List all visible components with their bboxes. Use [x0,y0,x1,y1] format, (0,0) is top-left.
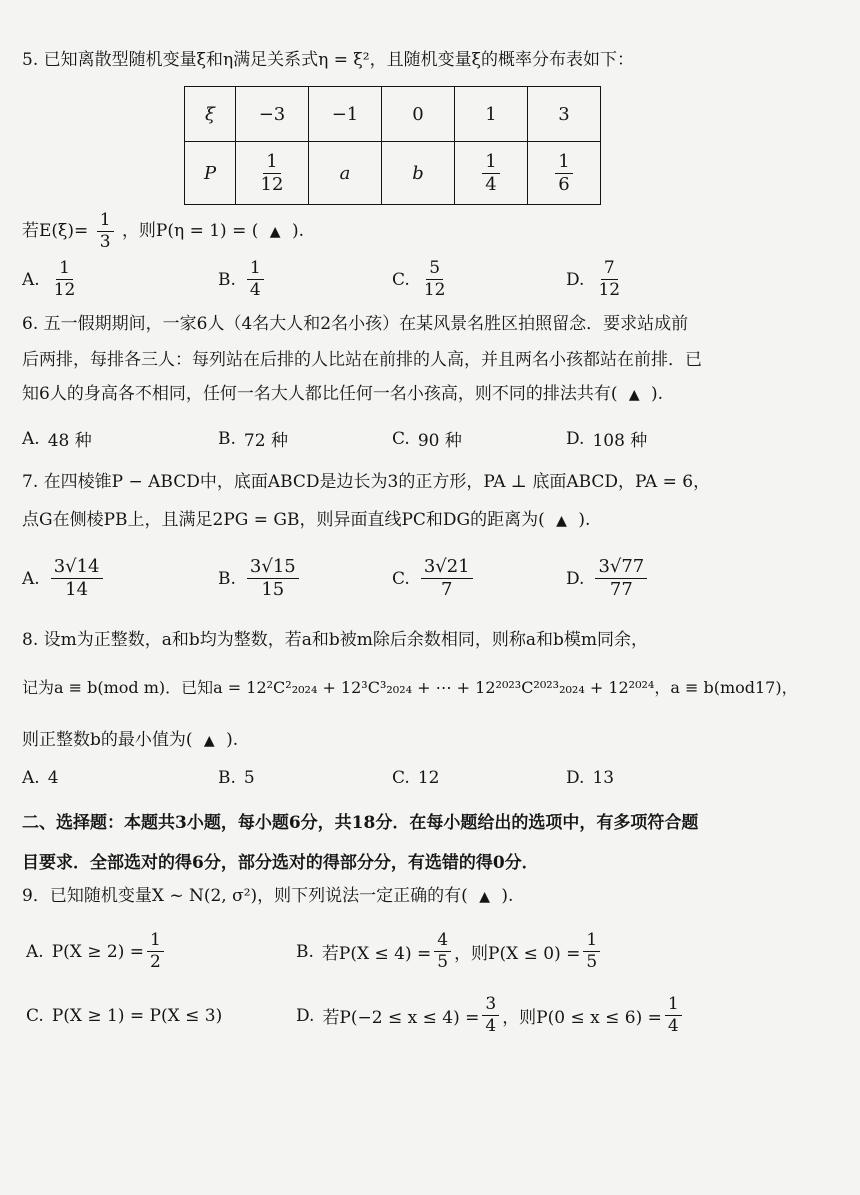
q6-options [22,426,840,476]
q5-condition-prefix: 若E(ξ)= [22,221,89,241]
q5-option-d[interactable]: D. $\frac{7}{12}$ [566,258,621,300]
q5-text: 5. 已知离散型随机变量ξ和η满足关系式η = ξ²，且随机变量ξ的概率分布表如下： [22,50,634,70]
q9-option-a[interactable]: A. P(X ≥ 2) = $\frac{1}{2}$ [26,932,167,971]
q8-line2: 记为a ≡ b(mod m)．已知a = 12²C²₂₀₂₄ + 12³C³₂₀₂₄ + ⋯ + 12²⁰²³C²⁰²³₂₀₂₄ + 12²⁰²⁴，a ≡ b(mod17)， [22,678,798,697]
q9-options-row1 [22,932,840,988]
q9-options-row2 [22,996,840,1052]
answer-blank-icon: ▲ [203,733,215,749]
q7-line2-end: ). [578,510,591,530]
answer-blank-icon: ▲ [628,387,640,403]
q7-options [22,558,840,608]
q8-option-b[interactable]: B. 5 [218,768,255,788]
table-cell [455,142,528,205]
table-cell [528,142,601,205]
q8-line3-end: ). [226,730,239,750]
q9-line1-text: 9．已知随机变量X ~ N(2, σ²)，则下列说法一定正确的有( [22,886,468,906]
q5-condition-end: ). [291,221,305,241]
q8-option-d[interactable]: D. 13 [566,768,615,788]
fraction: $\frac{1}{4}$ [482,153,499,194]
q7-option-c[interactable]: C. $\frac{3√21}{7}$ [392,558,476,599]
table-cell: P [185,142,236,205]
q6-option-d[interactable]: D. 108 种 [566,428,648,451]
q6-line1: 6. 五一假期期间，一家6人（4名大人和2名小孩）在某风景名胜区拍照留念．要求站成前 [22,314,689,334]
q7-line2-text: 点G在侧棱PB上，且满足2PG = GB，则异面直线PC和DG的距离为( [22,510,545,530]
q5-condition [22,212,840,251]
q6-option-b[interactable]: B. 72 种 [218,428,288,451]
table-cell: 3 [528,87,601,142]
table-cell: −1 [309,87,382,142]
table-row [185,87,601,142]
q6-line2: 后两排，每排各三人：每列站在后排的人比站在前排的人高，并且两名小孩都站在前排．已 [22,350,702,370]
q8-line1: 8. 设m为正整数，a和b均为整数，若a和b被m除后余数相同，则称a和b模m同余， [22,630,649,650]
q9-line1-end: ). [501,886,514,906]
q5-option-a[interactable]: A. $\frac{1}{12}$ [22,258,76,300]
q6-line3-end: ). [651,384,664,404]
fraction: $\frac{1}{12}$ [260,150,284,195]
q8-option-c[interactable]: C. 12 [392,768,440,788]
table-cell [236,142,309,205]
section-2-instructions: 目要求．全部选对的得6分，部分选对的得部分分，有选错的得0分． [22,853,539,873]
table-cell: 0 [382,87,455,142]
section-2-heading: 二、选择题：本题共3小题，每小题6分，共18分．在每小题给出的选项中，有多项符合题 [22,813,699,833]
q6-line3 [22,382,840,407]
q5-option-b[interactable]: B. $\frac{1}{4}$ [218,260,267,299]
table-cell: −3 [236,87,309,142]
q6-option-c[interactable]: C. 90 种 [392,428,462,451]
q6-option-a[interactable]: A. 48 种 [22,428,92,451]
answer-blank-icon: ▲ [556,513,567,529]
q6-line3-text: 知6人的身高各不相同，任何一名大人都比任何一名小孩高，则不同的排法共有( [22,384,618,404]
table-row [185,142,601,205]
q7-line1: 7. 在四棱锥P − ABCD中，底面ABCD是边长为3的正方形，PA ⊥ 底面ABCD，PA = 6， [22,472,711,492]
probability-table [184,86,601,205]
q9-option-b[interactable]: B. 若P(X ≤ 4) = $\frac{4}{5}$ ，则P(X ≤ 0) = $\frac{1}{5}$ [296,932,603,971]
q9-line1 [22,884,840,909]
q8-option-a[interactable]: A. 4 [22,768,59,788]
q8-line3-text: 则正整数b的最小值为( [22,730,193,750]
q7-line2 [22,508,840,533]
q9-option-d[interactable]: D. 若P(−2 ≤ x ≤ 4) = $\frac{3}{4}$ ，则P(0 ≤ x ≤ 6) = $\frac{1}{4}$ [296,996,685,1035]
q9-option-c[interactable]: C. P(X ≥ 1) = P(X ≤ 3) [26,1006,223,1026]
q5-options [22,260,840,310]
answer-blank-icon: ▲ [269,224,281,240]
answer-blank-icon: ▲ [479,889,490,905]
q7-option-d[interactable]: D. $\frac{3√77}{77}$ [566,558,650,599]
table-cell: 1 [455,87,528,142]
q5-condition-suffix: ，则P(η = 1) = ( [121,221,259,241]
table-cell: b [382,142,455,205]
q7-option-a[interactable]: A. $\frac{3√14}{14}$ [22,558,106,599]
q8-line3 [22,728,840,753]
q5-option-c[interactable]: C. $\frac{5}{12}$ [392,258,446,300]
table-cell: a [309,142,382,205]
table-cell: ξ [185,87,236,142]
q7-option-b[interactable]: B. $\frac{3√15}{15}$ [218,558,302,599]
fraction: $\frac{1}{6}$ [555,153,572,194]
fraction: $\frac{1}{3}$ [97,212,114,251]
